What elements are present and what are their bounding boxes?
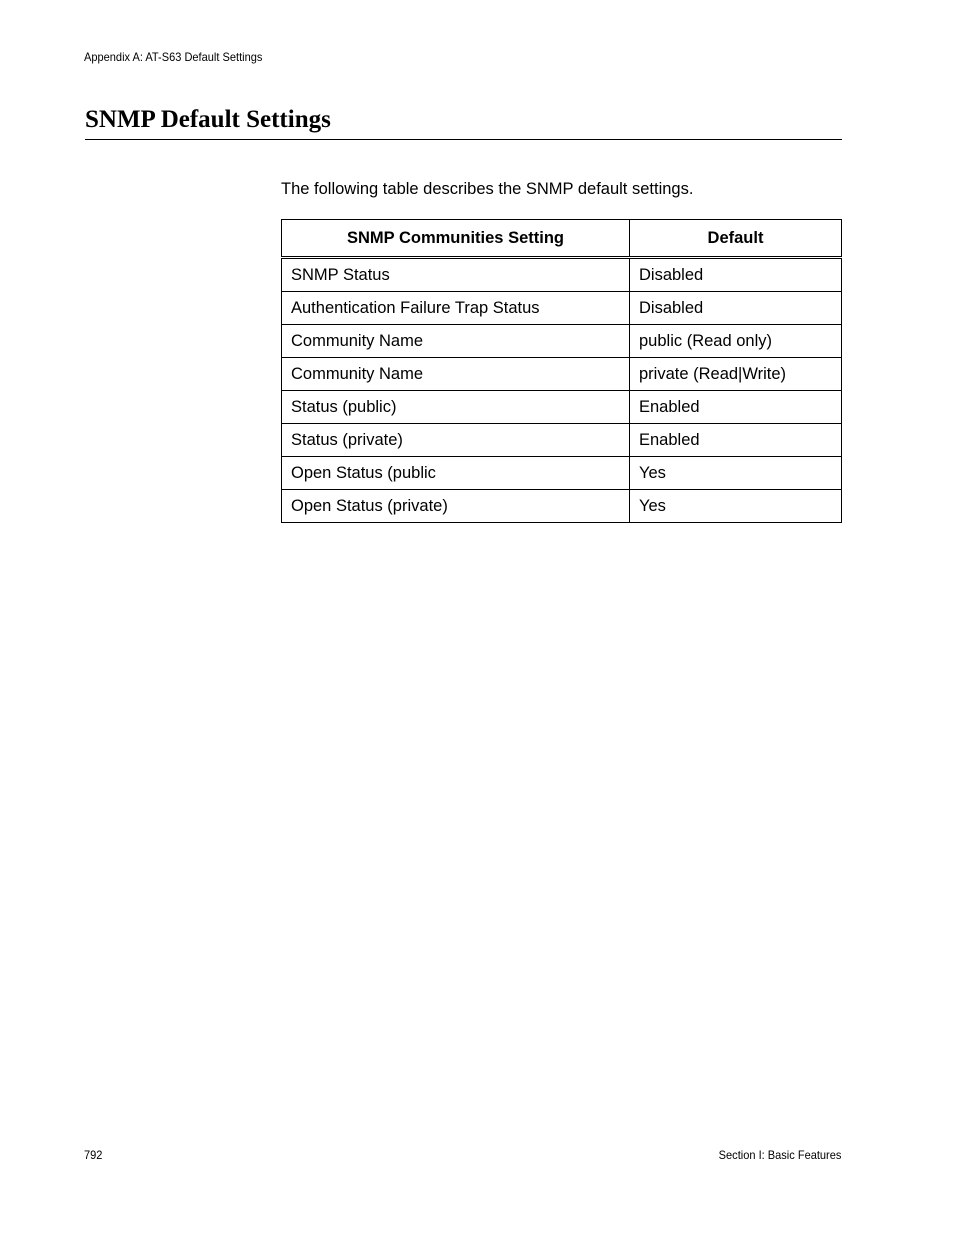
setting-cell: SNMP Status [282,258,630,292]
setting-cell: Open Status (private) [282,490,630,523]
table-row [282,457,842,490]
setting-cell: Status (private) [282,424,630,457]
table-row [282,292,842,325]
running-header: Appendix A: AT-S63 Default Settings [84,50,263,64]
intro-text: The following table describes the SNMP default settings. [281,180,694,198]
default-cell: Enabled [630,391,842,424]
section-title: SNMP Default Settings [85,106,331,133]
table-header-row [282,220,842,258]
table-row [282,490,842,523]
title-rule [85,139,842,140]
setting-cell: Authentication Failure Trap Status [282,292,630,325]
setting-cell: Community Name [282,325,630,358]
table-row [282,391,842,424]
default-cell: Disabled [630,258,842,292]
default-cell: Enabled [630,424,842,457]
table-row [282,358,842,391]
column-header-default: Default [630,220,842,258]
default-cell: public (Read only) [630,325,842,358]
column-header-setting: SNMP Communities Setting [282,220,630,258]
setting-cell: Community Name [282,358,630,391]
setting-cell: Status (public) [282,391,630,424]
default-cell: Yes [630,457,842,490]
table-row [282,258,842,292]
default-cell: Disabled [630,292,842,325]
setting-cell: Open Status (public [282,457,630,490]
table-row [282,325,842,358]
snmp-defaults-table [281,219,842,523]
table-row [282,424,842,457]
section-footer: Section I: Basic Features [718,1148,841,1162]
page-number: 792 [84,1148,103,1162]
default-cell: private (Read|Write) [630,358,842,391]
default-cell: Yes [630,490,842,523]
